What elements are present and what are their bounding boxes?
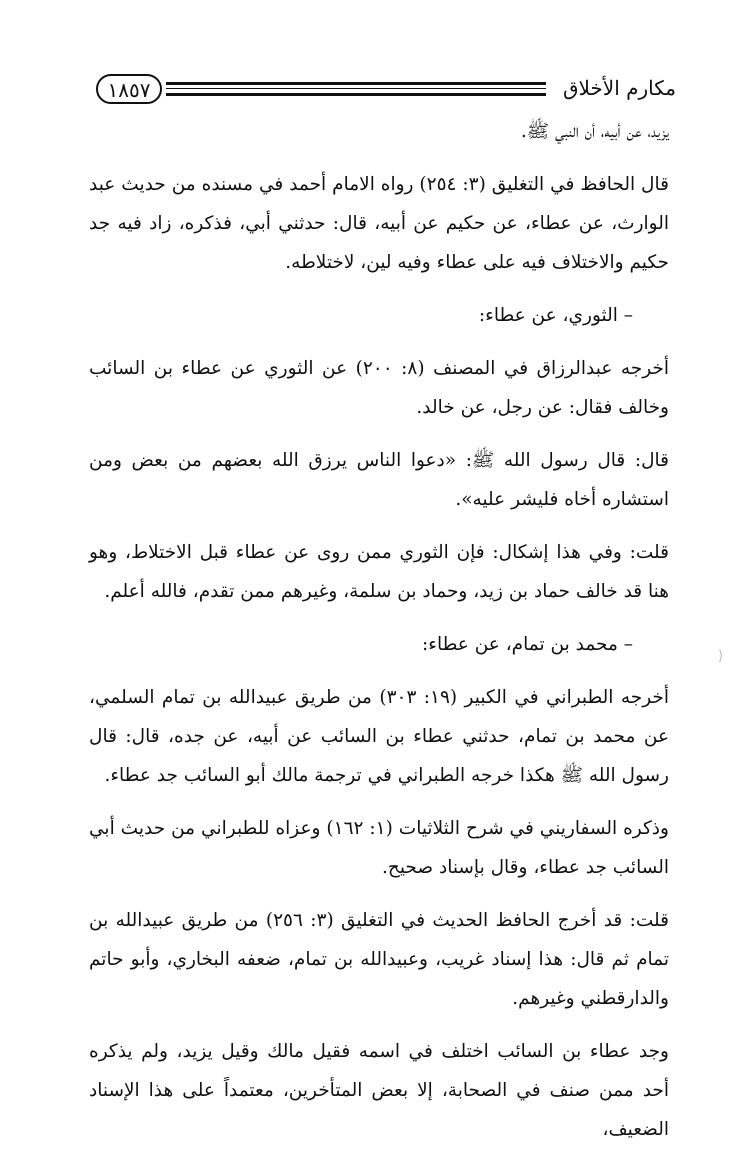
page-number: ١٨٥٧ [96,74,162,104]
paragraph: قال: قال رسول الله ﷺ: «دعوا الناس يرزق الله بعضهم من بعض ومن استشاره أخاه فليشر عليه». [89,450,669,510]
paragraph: قلت: قد أخرج الحافظ الحديث في التغليق (٣: ٢٥٦) من طريق عبيدالله بن تمام ثم قال: هذا إسناد غريب، وعبيدالله بن تمام، ضعفه البخاري، وأبو حاتم والدارقطني وغيرهم. [89,910,669,1009]
sub-heading: – الثوري، عن عطاء: [478,305,633,326]
paragraph: يزيد، عن أبيه، أن النبي ﷺ. [520,121,669,142]
paragraph: وذكره السفاريني في شرح الثلاثيات (١: ١٦٢) وعزاه للطبراني من حديث أبي السائب جد عطاء، وقال بإسناد صحيح. [89,818,669,878]
paragraph: قال الحافظ في التغليق (٣: ٢٥٤) رواه الامام أحمد في مسنده من حديث عبد الوارث، عن عطاء، عن حكيم عن أبيه، قال: حدثني أبي، فذكره، زاد فيه جد حكيم والاختلاف فيه على عطاء وفيه لين، لاختلاطه. [89,174,669,273]
running-title: مكارم الأخلاق [562,76,676,100]
sub-heading: – محمد بن تمام، عن عطاء: [422,634,633,655]
header-rule [166,82,546,96]
header-rule-inner-line [166,88,546,89]
paragraph: قلت: وفي هذا إشكال: فإن الثوري ممن روى عن عطاء قبل الاختلاط، وهو هنا قد خالف حماد بن زيد، وحماد بن سلمة، وغيرهم ممن تقدم، فالله أعلم. [89,542,669,602]
paragraph: أخرجه عبدالرزاق في المصنف (٨: ٢٠٠) عن الثوري عن عطاء بن السائب وخالف فقال: عن رجل، عن خالد. [89,358,669,418]
paragraph: وجد عطاء بن السائب اختلف في اسمه فقيل مالك وقيل يزيد، ولم يذكره أحد ممن صنف في الصحابة، إلا بعض المتأخرين، معتمداً على هذا الإسناد الضعيف، [89,1041,669,1140]
page-header [96,74,676,110]
paragraph: أخرجه الطبراني في الكبير (١٩: ٣٠٣) من طريق عبيدالله بن تمام السلمي، عن محمد بن تمام، حدثني عطاء بن السائب عن أبيه، عن جده، قال: قال رسول الله ﷺ هكذا خرجه الطبراني في ترجمة مالك أبو السائب جد عطاء. [89,687,669,786]
scan-edge-mark: ⟩ [718,648,724,664]
main-text [89,112,669,1163]
